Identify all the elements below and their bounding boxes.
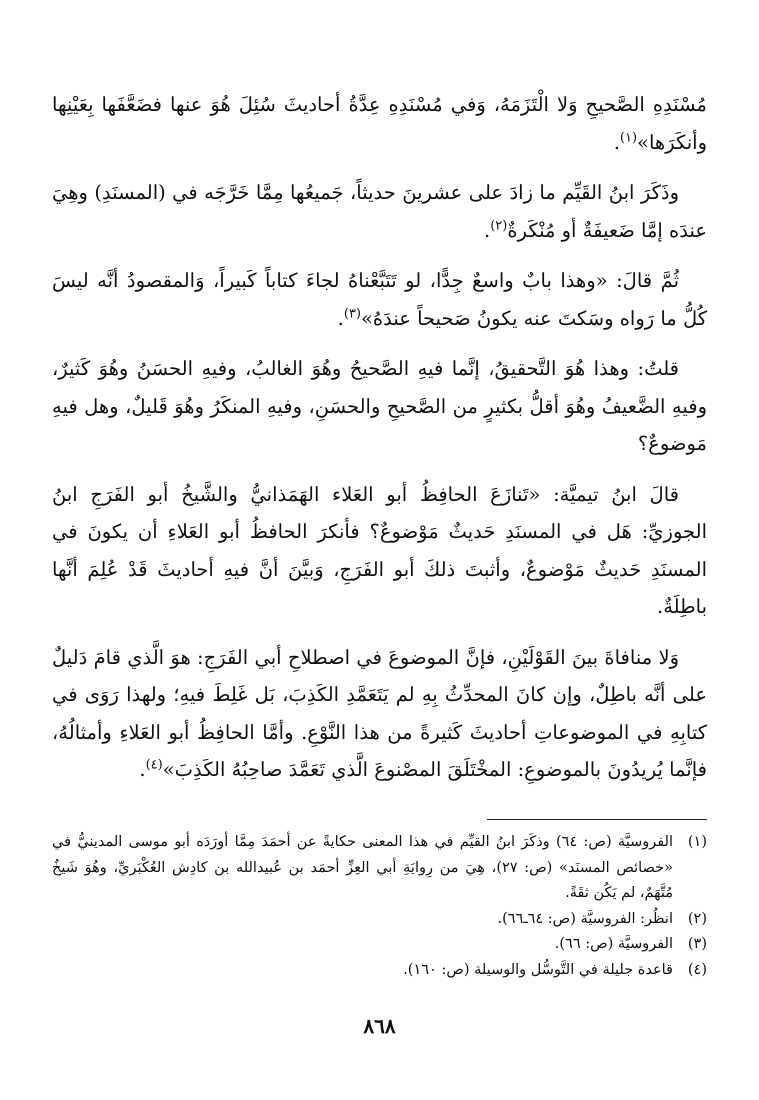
- footnote-text: قاعدة جليلة في التَّوسُّل والوسيلة (ص: ١٦٠).: [403, 961, 673, 978]
- footnote-number: (١): [687, 834, 707, 850]
- footnote-number: (٤): [687, 961, 707, 978]
- paragraph-2: [52, 174, 707, 249]
- paragraph-ender: .: [337, 306, 344, 330]
- paragraph-ender: .: [139, 758, 146, 781]
- paragraph-1: [52, 86, 707, 161]
- footnote-text: الفروسيَّة (ص: ٦٤) وذكَرَ ابنُ القيِّم في هذا المعنى حكايةً عن أحمَدَ مِمَّا أورَدَه أبو موسى المدينيُّ في «خصائص المسنَد» (ص: ٢٧)، هِيَ من رِوايَةِ أبي العِزِّ أحمَد بن عُبيدالله بن كادِش العُكْبَريِّ، وهُوَ شَيخٌ مُتَّهَمٌ، لم يَكُن ثقَةً.: [52, 834, 674, 901]
- footnote-3: [52, 932, 707, 958]
- footnote-1: [52, 830, 707, 907]
- footnote-number: (٢): [687, 910, 707, 927]
- paragraph-text: وذَكَرَ ابنُ القَيِّم ما زادَ على عشرينَ حديثاً، جَميعُها مِمَّا خَرَّجَه في (المسنَدِ) وهِيَ عندَه إمَّا ضَعيفَةٌ أو مُنْكَرةٌ: [52, 181, 707, 242]
- footnote-divider: [487, 819, 707, 820]
- paragraph-3: [52, 262, 707, 337]
- footnote-text: انظُر: الفروسيَّة (ص: ٦٤ـ٦٦).: [497, 910, 673, 927]
- footnote-number: (٣): [687, 936, 707, 952]
- paragraph-ender: .: [613, 130, 620, 154]
- footnote-2: [52, 907, 707, 933]
- paragraph-text: ثُمَّ قالَ: «وهذا بابٌ واسعٌ جِدًّا، لو تَتَبَّعْناهُ لجاءَ كتاباً كَبيراً، وَالمقصودُ أنَّه ليسَ كُلُّ ما رَواه وسَكتَ عنه يكونُ صَحيحاً عندَهُ»: [52, 269, 707, 330]
- footnote-ref-2[interactable]: (٢): [490, 218, 508, 233]
- paragraph-ender: .: [484, 218, 491, 242]
- paragraph-4: [52, 350, 707, 463]
- paragraph-text: قلتُ: وهذا هُوَ التَّحقيقُ، إنَّما فيهِ الصَّحيحُ وهُوَ الغالبُ، وفيهِ الحسَنُ وهُوَ كَثيرٌ، وفيهِ الضَّعيفُ وهُوَ أقلُّ بكثيرٍ من الصَّحيحِ والحسَنِ، وفيهِ المنكَرُ وهُوَ قَليلٌ، وهل فيهِ مَوضوعٌ؟: [52, 357, 707, 455]
- footnote-ref-4[interactable]: (٤): [145, 757, 163, 773]
- paragraph-text: وَلا منافاةَ بينَ القَوْلَيْنِ، فإنَّ الموضوعَ في اصطلاحِ أبي الفَرَجِ: هوَ الَّذي قامَ دَليلٌ على أنَّه باطِلٌ، وإن كانَ المحدِّثُ بِهِ لم يَتَعَمَّدِ الكَذِبَ، بَل غَلِطَ فيهِ؛ ولهذا رَوَى في كتابِهِ في الموضوعاتِ أحاديثَ كَثيرةً من هذا النَّوْعِ. وأمَّا الحافِظُ أبو العَلاءِ وأمثالُهُ، فإنَّما يُريدُونَ بالموضوعِ: المخْتَلَقَ المصْنوعَ الَّذي تَعَمَّدَ صاحِبُهُ الكَذِبَ»: [52, 645, 707, 781]
- paragraph-5: [52, 476, 707, 626]
- footnote-ref-1[interactable]: (١): [619, 130, 638, 145]
- paragraph-6: [52, 639, 707, 789]
- footnote-ref-3[interactable]: (٣): [343, 306, 361, 321]
- main-text: [52, 86, 707, 802]
- footnotes: [52, 830, 707, 983]
- paragraph-text: قالَ ابنُ تيميَّة: «تَنازَعَ الحافِظُ أبو العَلاء الهَمَذانيُّ والشَّيخُ أبو الفَرَجِ ابنُ الجوزيِّ: هَل في المسنَدِ حَديثٌ مَوْضوعٌ؟ فأنكرَ الحافظُ أبو العَلاءِ أن يكونَ في المسنَدِ حَديثٌ مَوْضوعٌ، وأثبتَ ذلكَ أبو الفَرَجِ، وَبيَّنَ أنَّ فيهِ أحاديثَ قَدْ عُلِمَ أنَّها باطِلَةٌ.: [52, 482, 707, 618]
- footnote-4: [52, 958, 707, 984]
- page-number: ٨٦٨: [363, 1014, 396, 1038]
- footnote-text: الفروسيَّة (ص: ٦٦).: [554, 936, 673, 952]
- paragraph-text: مُسْنَدِهِ الصَّحيحِ وَلا الْتَزَمَهُ، وَفي مُسْنَدِهِ عِدَّةُ أحاديثَ سُئِلَ هُوَ عنها فضَعَّفَها بِعَيْنِها وأنكَرَها»: [52, 93, 707, 154]
